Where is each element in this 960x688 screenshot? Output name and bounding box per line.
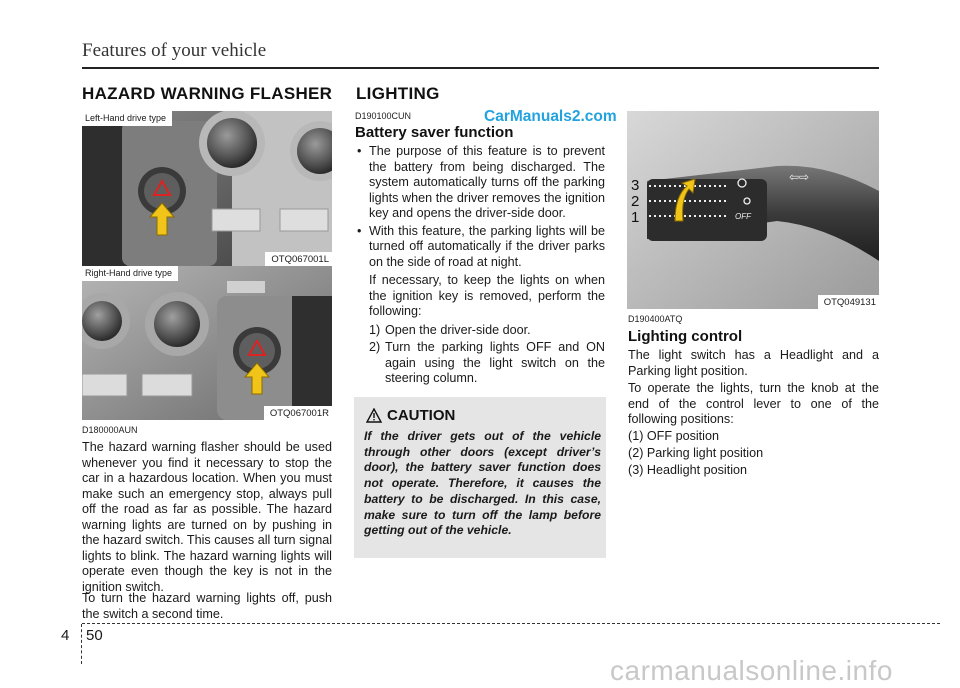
lighting-position-3: (3) Headlight position: [628, 463, 748, 477]
lever-off-marking: OFF: [735, 212, 751, 221]
hazard-paragraph-1: The hazard warning flasher should be used whenever you find it necessary to stop the car in a hazardous location. When you must make such an emergency stop, always pull off the road as far as possible. The hazard warning lights are turned on by pushing in the hazard switch. This causes all turn signal lights to blink. The hazard warning lights will operate even though the key is not in the ignition switch.: [82, 440, 332, 594]
hazard-section-code: D180000AUN: [82, 425, 138, 435]
lhd-photo-code: OTQ067001L: [265, 252, 332, 266]
battery-saver-heading: Battery saver function: [355, 124, 514, 141]
light-switch-illustration: [627, 111, 879, 309]
step-1-text: Open the driver-side door.: [385, 322, 531, 337]
footer-rule: [82, 623, 940, 624]
battery-saver-steps: [355, 323, 605, 387]
lhd-photo-label: Left-Hand drive type: [82, 111, 172, 126]
hazard-paragraph-2: To turn the hazard warning lights off, push the switch a second time.: [82, 591, 332, 621]
footer-site-watermark[interactable]: carmanualsonline.info: [610, 655, 893, 686]
watermark-text[interactable]: CarManuals2.com: [484, 108, 617, 125]
battery-saver-body: [355, 144, 605, 387]
hazard-section-title: HAZARD WARNING FLASHER: [82, 84, 333, 103]
rhd-photo-code: OTQ067001R: [264, 406, 332, 420]
battery-saver-bullet-2: • With this feature, the parking lights will be turned off automatically if the driver parks on the side of road at night.: [355, 224, 605, 271]
battery-saver-bullets: [355, 144, 605, 270]
step-1-number: 1): [369, 322, 381, 337]
caution-title: CAUTION: [387, 407, 456, 424]
lighting-section-title: LIGHTING: [356, 84, 440, 103]
battery-saver-step-1: [369, 323, 605, 339]
step-2-text: Turn the parking lights OFF and ON again using the light switch on the steering column.: [385, 340, 605, 385]
rhd-photo-label: Right-Hand drive type: [82, 266, 178, 281]
svg-text:⇦⇨: ⇦⇨: [789, 170, 810, 184]
battery-saver-step-2: [369, 340, 605, 387]
lighting-control-paragraph-2: To operate the lights, turn the knob at the end of the control lever to one of the following positions:: [628, 381, 879, 426]
footer-divider: [81, 624, 82, 664]
lhd-hazard-photo: [82, 111, 332, 266]
lhd-dashboard-illustration: [82, 111, 332, 266]
page-number: 50: [86, 627, 103, 644]
battery-saver-code: D190100CUN: [355, 111, 412, 121]
header-rule: [82, 67, 879, 69]
lighting-control-heading: Lighting control: [628, 328, 743, 345]
chapter-number: 4: [61, 627, 70, 644]
lighting-control-paragraph-1: The light switch has a Headlight and a Parking light position.: [628, 348, 879, 378]
rhd-dashboard-illustration: [82, 266, 332, 420]
step-2-number: 2): [369, 340, 381, 354]
light-switch-photo: [627, 111, 879, 309]
page-header-title: Features of your vehicle: [82, 40, 267, 61]
lighting-position-1: (1) OFF position: [628, 429, 719, 443]
warning-triangle-icon: [366, 408, 382, 423]
position-2-marker: 2: [631, 193, 640, 210]
position-1-marker: 1: [631, 209, 640, 226]
battery-saver-followup: If necessary, to keep the lights on when the ignition key is removed, perform the following:: [369, 273, 605, 318]
position-3-marker: 3: [631, 177, 640, 194]
caution-body: If the driver gets out of the vehicle through other doors (except driver’s door), the battery saver function does not operate. Therefore, it causes the battery to be discharged. In this case, make sure to turn off the lamp before getting out of the vehicle.: [364, 429, 601, 538]
lighting-position-2: (2) Parking light position: [628, 446, 764, 460]
lighting-control-code: D190400ATQ: [628, 314, 683, 324]
caution-box: [354, 397, 606, 558]
battery-saver-bullet-1: • The purpose of this feature is to prevent the battery from being discharged. The system automatically turns off the parking lights when the driver removes the ignition key and opens the driver-side door.: [355, 144, 605, 222]
lever-photo-code: OTQ049131: [818, 295, 879, 309]
rhd-hazard-photo: [82, 266, 332, 420]
